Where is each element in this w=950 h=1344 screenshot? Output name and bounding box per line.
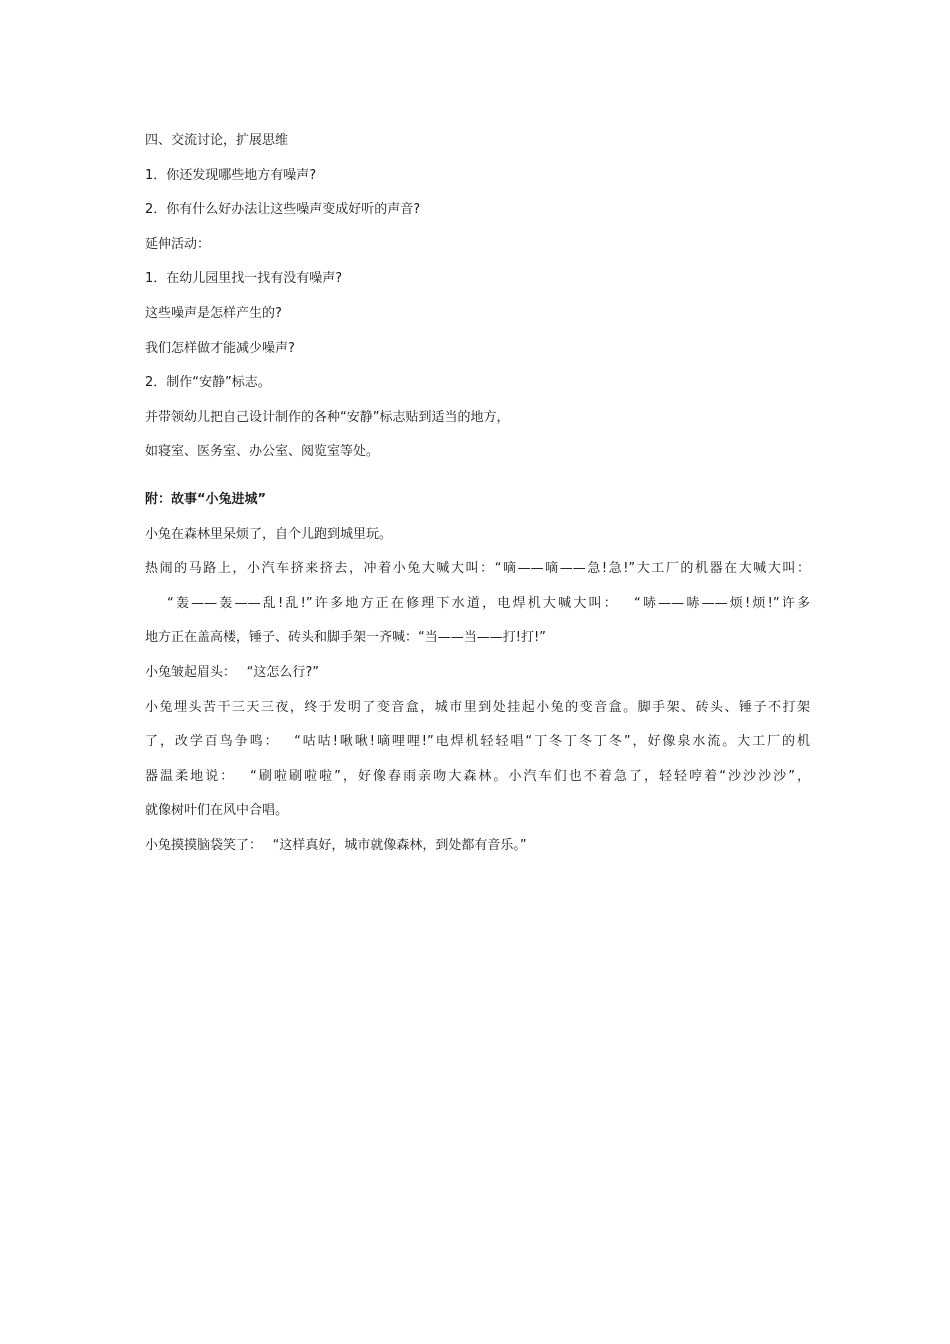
extension-item-2-a: 并带领幼儿把自己设计制作的各种“安静”标志贴到适当的地方， [145, 409, 510, 425]
story-paragraph-4-line-4: 就像树叶们在风中合唱。 [145, 803, 289, 819]
story-title: 附：故事“小兔进城” [145, 491, 267, 507]
question-1: 1．你还发现哪些地方有噪声? [145, 167, 317, 183]
story-paragraph-2-line-1: 热闹的马路上，小汽车挤来挤去，冲着小兔大喊大叫：“嘀——嘀——急!急!”大工厂的机器在大喊大叫： [145, 561, 810, 577]
story-paragraph-2-line-2: “轰——轰——乱!乱!”许多地方正在修理下水道，电焊机大喊大叫： “哧——哧——烦!烦!”许多 [167, 595, 810, 611]
extension-item-1-a: 这些噪声是怎样产生的? [145, 305, 282, 321]
extension-item-2: 2．制作“安静”标志。 [145, 375, 271, 391]
story-paragraph-4-line-2: 了，改学百鸟争鸣： “咕咕!啾啾!嘀哩哩!”电焊机轻轻唱“丁冬丁冬丁冬”，好像泉水流。大工厂的机 [145, 734, 810, 750]
extension-item-1-b: 我们怎样做才能减少噪声? [145, 340, 295, 356]
story-paragraph-5: 小兔摸摸脑袋笑了： “这样真好，城市就像森林，到处都有音乐。” [145, 837, 527, 853]
story-paragraph-1: 小兔在森林里呆烦了，自个儿跑到城里玩。 [145, 526, 393, 542]
story-paragraph-4-line-1: 小兔埋头苦干三天三夜，终于发明了变音盒，城市里到处挂起小兔的变音盒。脚手架、砖头、锤子不打架 [145, 699, 810, 715]
extension-heading: 延伸活动： [145, 236, 211, 252]
story-paragraph-3: 小兔皱起眉头： “这怎么行?” [145, 664, 320, 680]
section-spacer [145, 470, 810, 483]
extension-item-2-b: 如寝室、医务室、办公室、阅览室等处。 [145, 444, 380, 460]
question-2: 2．你有什么好办法让这些噪声变成好听的声音? [145, 202, 421, 218]
story-paragraph-4-line-3: 器温柔地说： “刷啦刷啦啦”，好像春雨亲吻大森林。小汽车们也不着急了，轻轻哼着“沙沙沙沙”， [145, 768, 810, 784]
section-heading: 四、交流讨论，扩展思维 [145, 133, 289, 148]
document-page [145, 124, 810, 863]
extension-item-1: 1．在幼儿园里找一找有没有噪声? [145, 271, 343, 287]
story-paragraph-2-line-3: 地方正在盖高楼，锤子、砖头和脚手架一齐喊：“当——当——打!打!” [145, 630, 546, 646]
